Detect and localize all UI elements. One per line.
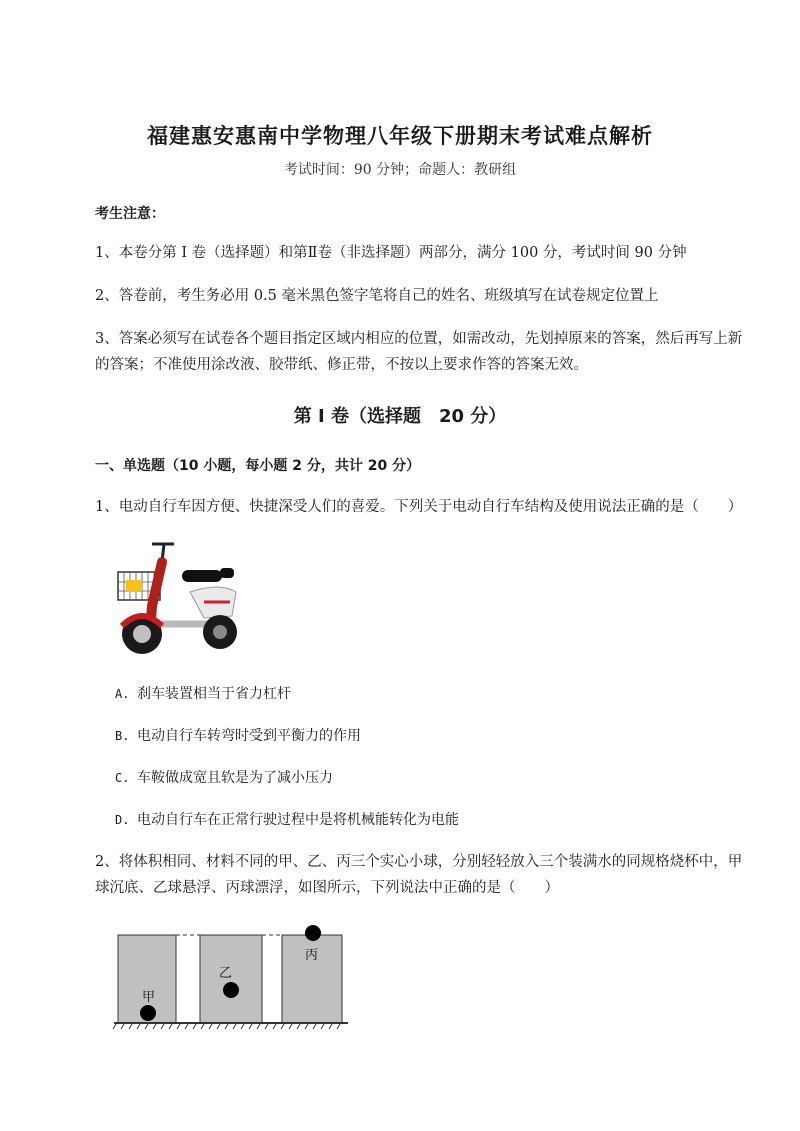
ebike-image <box>112 536 242 660</box>
question-1-stem: 1、电动自行车因方便、快捷深受人们的喜爱。下列关于电动自行车结构及使用说法正确的是（ ） <box>95 499 743 515</box>
option-text: 刹车装置相当于省力杠杆 <box>137 686 291 702</box>
section-title: 第 I 卷（选择题 20 分） <box>293 406 507 427</box>
document-subtitle: 考试时间：90 分钟；命题人：教研组 <box>283 162 517 178</box>
label-yi: 乙 <box>219 966 233 981</box>
ball-jia <box>140 1005 156 1021</box>
beakers-diagram <box>112 920 352 1030</box>
question-1-option-a[interactable] <box>115 683 291 703</box>
notice-item-1: 1、本卷分第 I 卷（选择题）和第Ⅱ卷（非选择题）两部分，满分 100 分，考试时间 90 分钟 <box>95 245 687 261</box>
document-title: 福建惠安惠南中学物理八年级下册期末考试难点解析 <box>147 124 653 148</box>
notice-heading: 考生注意： <box>95 206 165 222</box>
notice-item-3: 3、答案必须写在试卷各个题目指定区域内相应的位置，如需改动，先划掉原来的答案，然后再写上新的答案；不准使用涂改液、胶带纸、修正带，不按以上要求作答的答案无效。 <box>95 331 743 373</box>
question-1-option-c[interactable] <box>115 767 333 787</box>
label-jia: 甲 <box>142 990 156 1005</box>
option-letter: B. <box>115 729 130 743</box>
part-heading: 一、单选题（10 小题，每小题 2 分，共计 20 分） <box>95 458 421 474</box>
option-letter: A. <box>115 687 130 701</box>
question-1-option-d[interactable] <box>115 809 459 829</box>
option-letter: D. <box>115 813 130 827</box>
question-2-stem: 2、将体积相同、材料不同的甲、乙、丙三个实心小球，分别轻轻放入三个装满水的同规格烧杯中，甲球沉底、乙球悬浮、丙球漂浮，如图所示，下列说法中正确的是（ ） <box>95 854 743 896</box>
label-bing: 丙 <box>305 948 319 963</box>
option-text: 车鞍做成宽且软是为了减小压力 <box>137 770 333 786</box>
notice-item-2: 2、答卷前，考生务必用 0.5 毫米黑色签字笔将自己的姓名、班级填写在试卷规定位置上 <box>95 288 659 304</box>
ball-bing <box>305 925 321 941</box>
question-1-option-b[interactable] <box>115 725 361 745</box>
option-text: 电动自行车在正常行驶过程中是将机械能转化为电能 <box>137 812 459 828</box>
option-text: 电动自行车转弯时受到平衡力的作用 <box>137 728 361 744</box>
ball-yi <box>223 982 239 998</box>
option-letter: C. <box>115 771 130 785</box>
